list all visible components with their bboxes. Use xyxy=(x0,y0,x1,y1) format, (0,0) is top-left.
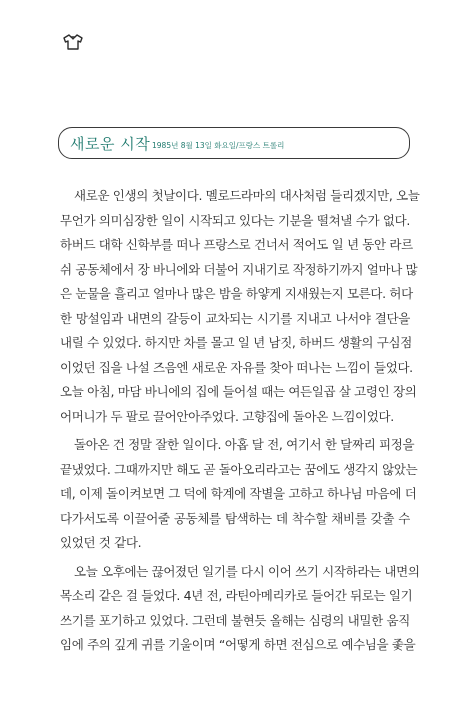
text-line: 은 눈물을 흘리고 얼마나 많은 밤을 하얗게 지새웠는지 모른다. 허다 xyxy=(60,286,413,301)
text-line: 한 망설임과 내면의 갈등이 교차되는 시기를 지내고 나서야 결단을 xyxy=(60,310,410,326)
text-line: 다가서도록 이끌어줄 공동체를 탐색하는 데 착수할 채비를 갖출 수 xyxy=(60,510,410,526)
text-line: 이었던 집을 나설 즈음엔 새로운 자유를 찾아 떠나는 느낌이 들었다. xyxy=(60,359,413,375)
paragraph-3 xyxy=(60,560,420,658)
text-line: 목소리 같은 걸 들었다. 4년 전, 라틴아메리카로 들어간 뒤로는 일기 xyxy=(60,588,413,603)
text-line: 하버드 대학 신학부를 떠나 프랑스로 건너서 적어도 일 년 동안 라르 xyxy=(60,237,413,252)
text-line: 새로운 인생의 첫날이다. 멜로드라마의 대사처럼 들리겠지만, 오늘 xyxy=(74,188,420,203)
text-line: 내릴 수 있었다. 하지만 차를 몰고 일 년 남짓, 하버드 생활의 구심점 xyxy=(60,335,412,350)
text-line: 있었던 것 같다. xyxy=(60,535,142,550)
text-line: 어머니가 두 팔로 끌어안아주었다. 고향집에 돌아온 느낌이었다. xyxy=(60,408,394,424)
text-line: 오늘 아침, 마담 바니에의 집에 들어설 때는 여든일곱 살 고령인 장의 xyxy=(60,384,417,399)
paragraph-2 xyxy=(60,433,418,556)
shirt-icon xyxy=(63,34,83,50)
text-line: 데, 이제 돌이켜보면 그 덕에 학계에 작별을 고하고 하나님 마음에 더 xyxy=(60,486,417,501)
section-title: 새로운 시작 xyxy=(70,135,151,153)
text-line: 쓰기를 포기하고 있었다. 그런데 불현듯 올해는 심령의 내밀한 움직 xyxy=(60,612,410,628)
text-line: 임에 주의 깊게 귀를 기울이며 “어떻게 하면 전심으로 예수님을 좇을 xyxy=(60,637,416,652)
paragraph-1 xyxy=(60,184,420,429)
text-line: 무언가 의미심장한 일이 시작되고 있다는 기분을 떨쳐낼 수가 없다. xyxy=(60,212,410,228)
text-line: 쉬 공동체에서 장 바니에와 더불어 지내기로 작정하기까지 얼마나 많 xyxy=(60,261,418,277)
text-line: 끝냈었다. 그때까지만 해도 곧 돌아오리라고는 꿈에도 생각지 않았는 xyxy=(60,461,418,477)
body-text xyxy=(60,184,420,662)
section-date: 1985년 8월 13일 화요일/프랑스 트롤리 xyxy=(152,141,285,150)
text-line: 돌아온 건 정말 잘한 일이다. 아홉 달 전, 여기서 한 달짜리 피정을 xyxy=(74,437,415,452)
text-line: 오늘 오후에는 끊어졌던 일기를 다시 이어 쓰기 시작하라는 내면의 xyxy=(74,563,420,579)
